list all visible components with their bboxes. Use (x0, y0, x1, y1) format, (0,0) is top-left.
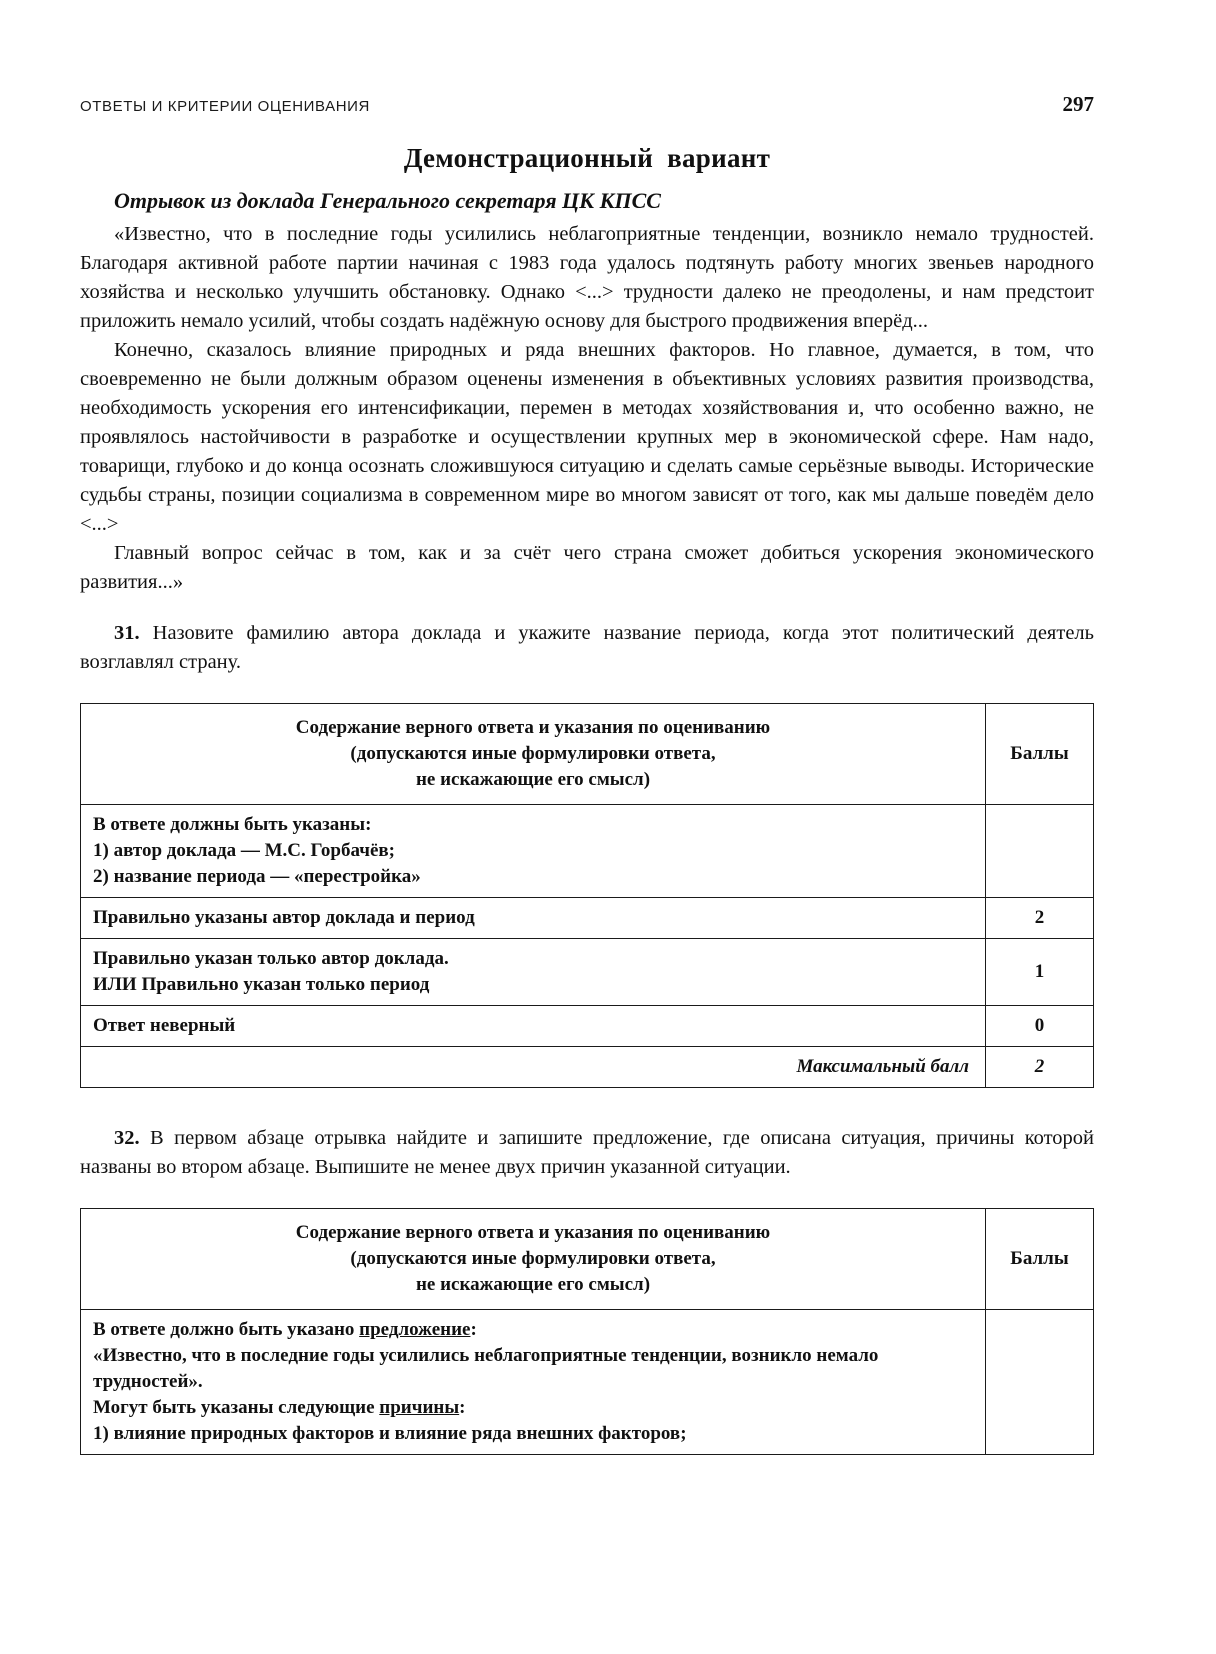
underlined-term: предложение (359, 1319, 471, 1340)
criterion-cell (81, 939, 986, 1006)
answer-line: 2) название периода — «перестройка» (93, 866, 421, 887)
page-number: 297 (1062, 92, 1094, 116)
criteria-header-line3: не искажающие его смысл) (415, 769, 651, 790)
excerpt-paragraph-3: Главный вопрос сейчас в том, как и за счёт чего страна сможет добиться ускорения экономического развития...» (80, 542, 1094, 593)
table-row (81, 1006, 1094, 1047)
excerpt-paragraph-2: Конечно, сказалось влияние природных и ряда внешних факторов. Но главное, думается, в том, что своевременно не были должным образом оценены изменения в объективных условиях развития производства, необходимость ускорения его интенсификации, перемен в методах хозяйствования и, что особенно важно, не проявлялось настойчивости в разработке и осуществлении крупных мер в экономической сфере. Нам надо, товарищи, глубоко и до конца осознать сложившуюся ситуацию и сделать самые серьёзные выводы. Исторические судьбы страны, позиции социализма в современном мире во многом зависят от того, как мы дальше поведём дело <...> (80, 339, 1094, 535)
criteria-header-line2: (допускаются иные формулировки ответа, (350, 743, 716, 764)
answer-line: «Известно, что в последние годы усилились неблагоприятные тенденции, возникло немало трудностей». (93, 1345, 879, 1392)
page-header (80, 92, 1094, 117)
criteria-header-line1: Содержание верного ответа и указания по оцениванию (295, 717, 771, 738)
underlined-term: причины (379, 1397, 460, 1418)
score-header-cell: Баллы (986, 704, 1094, 805)
table-row (81, 805, 1094, 898)
answer-line-text: Могут быть указаны следующие (93, 1397, 380, 1418)
criteria-header-line3: не искажающие его смысл) (415, 1274, 651, 1295)
criteria-table-32 (80, 1208, 1094, 1455)
excerpt-paragraph-1: «Известно, что в последние годы усилились неблагоприятные тенденции, возникло немало трудностей. Благодаря активной работе партии начиная с 1983 года удалось подтянуть работу многих звеньев народного хозяйства и несколько улучшить обстановку. Однако <...> трудности далеко не преодолены, и нам предстоит приложить немало усилий, чтобы создать надёжную основу для быстрого продвижения вперёд... (80, 223, 1094, 332)
score-cell (986, 1310, 1094, 1455)
table-row (81, 939, 1094, 1006)
answer-line: 1) автор доклада — М.С. Горбачёв; (93, 840, 395, 861)
question-32-number: 32. (114, 1127, 140, 1149)
answer-line-text: : (470, 1319, 477, 1340)
answer-line (93, 1317, 973, 1343)
question-31-text: Назовите фамилию автора доклада и укажите название периода, когда этот политический деятель возглавлял страну. (80, 622, 1095, 673)
question-32 (80, 1124, 1094, 1182)
max-score-label-cell: Максимальный балл (81, 1047, 986, 1088)
score-cell: 0 (986, 1006, 1094, 1047)
answer-line-text: : (459, 1397, 466, 1418)
score-cell: 2 (986, 898, 1094, 939)
spacer (80, 1088, 1094, 1102)
answer-line (93, 1395, 973, 1421)
answer-content-cell (81, 1310, 986, 1455)
answer-line: 1) влияние природных факторов и влияние ряда внешних факторов; (93, 1423, 687, 1444)
page-title: Демонстрационный вариант (403, 143, 771, 173)
question-32-text: В первом абзаце отрывка найдите и запишите предложение, где описана ситуация, причины которой названы во втором абзаце. Выпишите не менее двух причин указанной ситуации. (80, 1127, 1095, 1178)
criteria-header-cell (81, 1209, 986, 1310)
criterion-line: ИЛИ Правильно указан только период (93, 974, 430, 995)
criterion-line: Правильно указан только автор доклада. (93, 948, 449, 969)
score-header-cell: Баллы (986, 1209, 1094, 1310)
table-row (81, 1310, 1094, 1455)
table-row (81, 1047, 1094, 1088)
question-31 (80, 619, 1094, 677)
question-31-number: 31. (114, 622, 140, 644)
table-row (81, 1209, 1094, 1310)
criteria-header-line2: (допускаются иные формулировки ответа, (350, 1248, 716, 1269)
answer-line-text: В ответе должно быть указано (93, 1319, 360, 1340)
max-score-cell: 2 (986, 1047, 1094, 1088)
running-header: ОТВЕТЫ И КРИТЕРИИ ОЦЕНИВАНИЯ (80, 98, 370, 115)
answer-content-cell (81, 805, 986, 898)
excerpt-subtitle: Отрывок из доклада Генерального секретаря ЦК КПСС (114, 188, 661, 213)
table-row (81, 898, 1094, 939)
criteria-table-31 (80, 703, 1094, 1088)
answer-line: В ответе должны быть указаны: (93, 814, 372, 835)
table-row (81, 704, 1094, 805)
criterion-cell: Ответ неверный (81, 1006, 986, 1047)
criteria-header-cell (81, 704, 986, 805)
criteria-header-line1: Содержание верного ответа и указания по оцениванию (295, 1222, 771, 1243)
score-cell (986, 805, 1094, 898)
score-cell: 1 (986, 939, 1094, 1006)
criterion-cell: Правильно указаны автор доклада и период (81, 898, 986, 939)
